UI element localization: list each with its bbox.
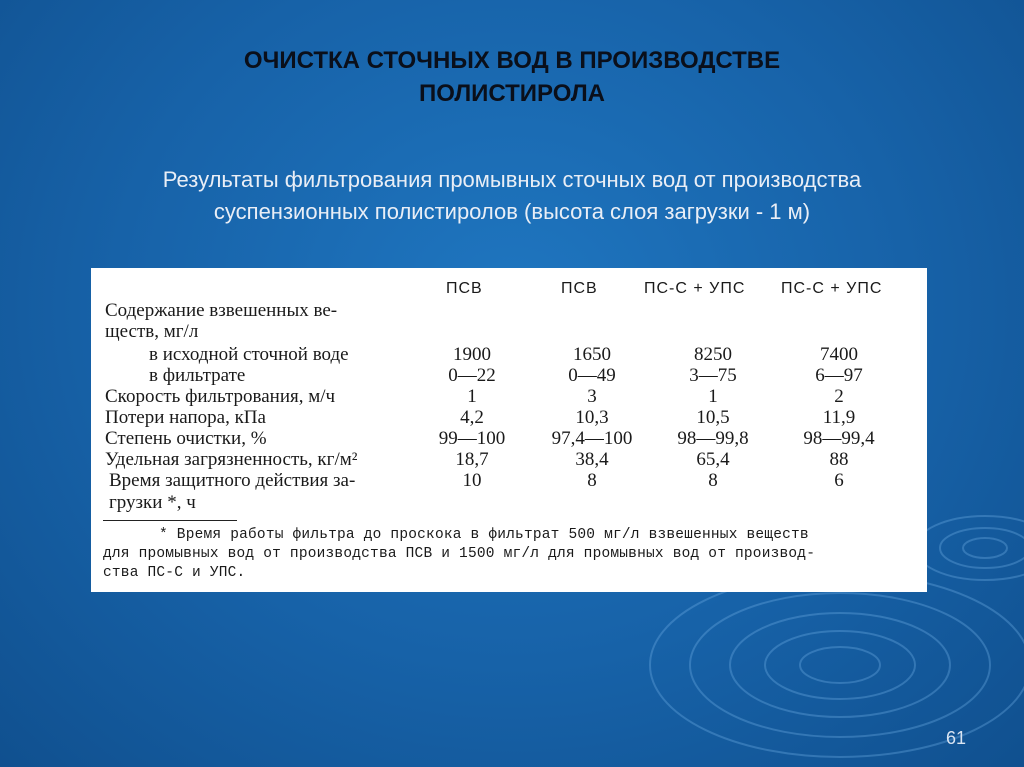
row-label: Содержание взвешенных ве- (105, 300, 338, 321)
row-label: Удельная загрязненность, кг/м² (105, 449, 358, 470)
column-header-2: ПСВ (561, 280, 598, 297)
row-label: ществ, мг/л (105, 321, 199, 342)
page-number: 61 (945, 728, 966, 748)
table-cell: 8 (708, 470, 718, 491)
table-row (91, 470, 927, 492)
row-label: Время защитного действия за- (109, 470, 356, 491)
footnote-divider (103, 520, 237, 521)
table-row-group-label-cont (91, 321, 927, 343)
footnote-line-3: ства ПС-С и УПС. (103, 565, 246, 581)
table-cell: 65,4 (696, 449, 730, 470)
table-row (91, 386, 927, 408)
table-cell: 98—99,8 (677, 428, 749, 449)
slide-title-line-2: ПОЛИСТИРОЛА (419, 80, 605, 107)
column-header-1: ПСВ (446, 280, 483, 297)
table-cell: 38,4 (575, 449, 609, 470)
filtration-results-table (91, 268, 927, 592)
table-row (91, 449, 927, 471)
table-row (91, 365, 927, 387)
row-label: грузки *, ч (109, 492, 196, 513)
column-header-4: ПС-С + УПС (781, 280, 883, 297)
row-label: в исходной сточной воде (149, 344, 349, 365)
table-cell: 18,7 (455, 449, 489, 470)
table-cell: 1 (467, 386, 477, 407)
table-cell: 4,2 (460, 407, 484, 428)
slide-title (0, 44, 1024, 110)
table-cell: 3—75 (689, 365, 737, 386)
table-row-cont (91, 492, 927, 514)
table-cell: 8 (587, 470, 597, 491)
row-label: в фильтрате (149, 365, 246, 386)
table-cell: 11,9 (822, 407, 856, 428)
slide-subtitle-line-2: суспензионных полистиролов (высота слоя загрузки - 1 м) (213, 199, 811, 224)
slide-subtitle (50, 164, 974, 228)
table-cell: 88 (829, 449, 849, 470)
table-cell: 6—97 (815, 365, 863, 386)
table-cell: 10,5 (696, 407, 730, 428)
slide-title-line-1: ОЧИСТКА СТОЧНЫХ ВОД В ПРОИЗВОДСТВЕ (243, 47, 781, 74)
table-cell: 1 (708, 386, 718, 407)
table-cell: 8250 (694, 344, 732, 365)
row-label: Потери напора, кПа (105, 407, 266, 428)
table-cell: 1900 (453, 344, 491, 365)
table-cell: 3 (587, 386, 597, 407)
table-cell: 0—49 (568, 365, 616, 386)
table-cell: 1650 (573, 344, 611, 365)
slide-subtitle-line-1: Результаты фильтрования промывных сточных вод от производства (162, 167, 862, 192)
table-cell: 97,4—100 (551, 428, 633, 449)
table-row (91, 407, 927, 429)
table-cell: 6 (834, 470, 844, 491)
footnote-line-1: * Время работы фильтра до проскока в фильтрат 500 мг/л взвешенных веществ (159, 527, 809, 543)
table-row (91, 344, 927, 366)
table-footnote (103, 526, 918, 583)
table-row (91, 428, 927, 450)
table-cell: 10 (462, 470, 482, 491)
table-cell: 2 (834, 386, 844, 407)
row-label: Скорость фильтрования, м/ч (105, 386, 336, 407)
column-header-3: ПС-С + УПС (644, 280, 746, 297)
row-label: Степень очистки, % (105, 428, 267, 449)
table-cell: 10,3 (575, 407, 609, 428)
table-cell: 7400 (820, 344, 858, 365)
table-cell: 99—100 (438, 428, 506, 449)
table-cell: 98—99,4 (803, 428, 875, 449)
table-cell: 0—22 (448, 365, 496, 386)
table-row-group-label (91, 300, 927, 322)
footnote-line-2: для промывных вод от производства ПСВ и 1500 мг/л для промывных вод от производ- (103, 546, 816, 562)
